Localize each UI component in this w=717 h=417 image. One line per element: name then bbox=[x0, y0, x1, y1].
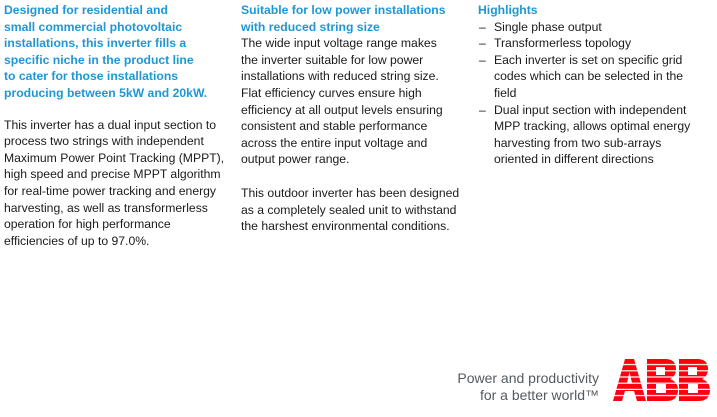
suitability-paragraph-2 bbox=[241, 185, 469, 235]
dash-bullet: – bbox=[479, 36, 486, 51]
dash-bullet: – bbox=[479, 52, 486, 67]
intro-body-line: high speed and precise MPPT algorithm bbox=[4, 167, 221, 182]
tagline-line-1: Power and productivity bbox=[457, 370, 599, 386]
intro-heading-line: producing between 5kW and 20kW. bbox=[4, 85, 208, 100]
suitability-line: This outdoor inverter has been designed bbox=[241, 185, 460, 200]
suitability-line: output power range. bbox=[241, 152, 350, 167]
suitability-line: efficiency at all output levels ensuring bbox=[241, 102, 443, 117]
intro-body-line: Maximum Power Point Tracking (MPPT), bbox=[4, 150, 225, 165]
suitability-heading-line: Suitable for low power installations bbox=[241, 3, 446, 17]
tagline-line-2: for a better world™ bbox=[479, 387, 599, 403]
logo-letterforms bbox=[612, 359, 712, 401]
highlight-item bbox=[478, 19, 714, 36]
highlight-line: oriented in different directions bbox=[494, 152, 654, 167]
highlight-line: Dual input section with independent bbox=[494, 102, 687, 117]
intro-heading-line: installations, this inverter fills a bbox=[4, 36, 187, 51]
column-suitability bbox=[241, 0, 469, 235]
dash-bullet: – bbox=[479, 102, 486, 117]
highlights-list bbox=[478, 19, 714, 168]
suitability-line: the inverter suitable for low power bbox=[241, 52, 424, 67]
suitability-line: The wide input voltage range makes bbox=[241, 36, 437, 51]
highlights-heading: Highlights bbox=[478, 3, 538, 17]
intro-body-line: operation for high performance bbox=[4, 217, 171, 232]
suitability-line: across the entire input voltage and bbox=[241, 135, 428, 150]
intro-body-line: for real-time power tracking and energy bbox=[4, 183, 217, 198]
intro-body-line: harvesting, as well as transformerless bbox=[4, 200, 208, 215]
intro-heading-line: to cater for those installations bbox=[4, 69, 179, 84]
suitability-paragraph-1 bbox=[241, 35, 469, 168]
highlight-item bbox=[478, 35, 714, 52]
intro-body-line: This inverter has a dual input section to bbox=[4, 117, 217, 132]
suitability-line: Flat efficiency curves ensure high bbox=[241, 85, 422, 100]
highlight-line: codes which can be selected in the bbox=[494, 69, 684, 84]
suitability-line: the harshest environmental conditions. bbox=[241, 219, 450, 234]
highlight-line: field bbox=[494, 85, 517, 100]
suitability-line: as a completely sealed unit to withstand bbox=[241, 202, 457, 217]
suitability-heading-line: with reduced string size bbox=[241, 19, 380, 34]
highlight-line: harvesting from two sub-arrays bbox=[494, 135, 662, 150]
dash-bullet: – bbox=[479, 19, 486, 34]
intro-body-line: efficiencies of up to 97.0%. bbox=[4, 233, 150, 248]
abb-logo bbox=[612, 359, 712, 401]
highlight-line: Transformerless topology bbox=[494, 36, 632, 51]
intro-heading-line: Designed for residential and bbox=[4, 3, 168, 17]
intro-heading-line: specific niche in the product line bbox=[4, 52, 194, 67]
column-intro bbox=[4, 0, 234, 249]
suitability-line: installations with reduced string size. bbox=[241, 69, 439, 84]
suitability-line: consistent and stable performance bbox=[241, 119, 428, 134]
highlight-item bbox=[478, 102, 714, 168]
intro-body-line: process two strings with independent bbox=[4, 134, 204, 149]
intro-body bbox=[4, 117, 234, 250]
highlight-item bbox=[478, 52, 714, 102]
suitability-heading bbox=[241, 2, 469, 35]
intro-heading bbox=[4, 2, 234, 102]
column-highlights bbox=[478, 0, 714, 168]
tagline bbox=[457, 370, 599, 404]
intro-heading-line: small commercial photovoltaic bbox=[4, 19, 183, 34]
highlight-line: MPP tracking, allows optimal energy bbox=[494, 119, 691, 134]
highlight-line: Single phase output bbox=[494, 19, 602, 34]
highlight-line: Each inverter is set on specific grid bbox=[494, 52, 683, 67]
